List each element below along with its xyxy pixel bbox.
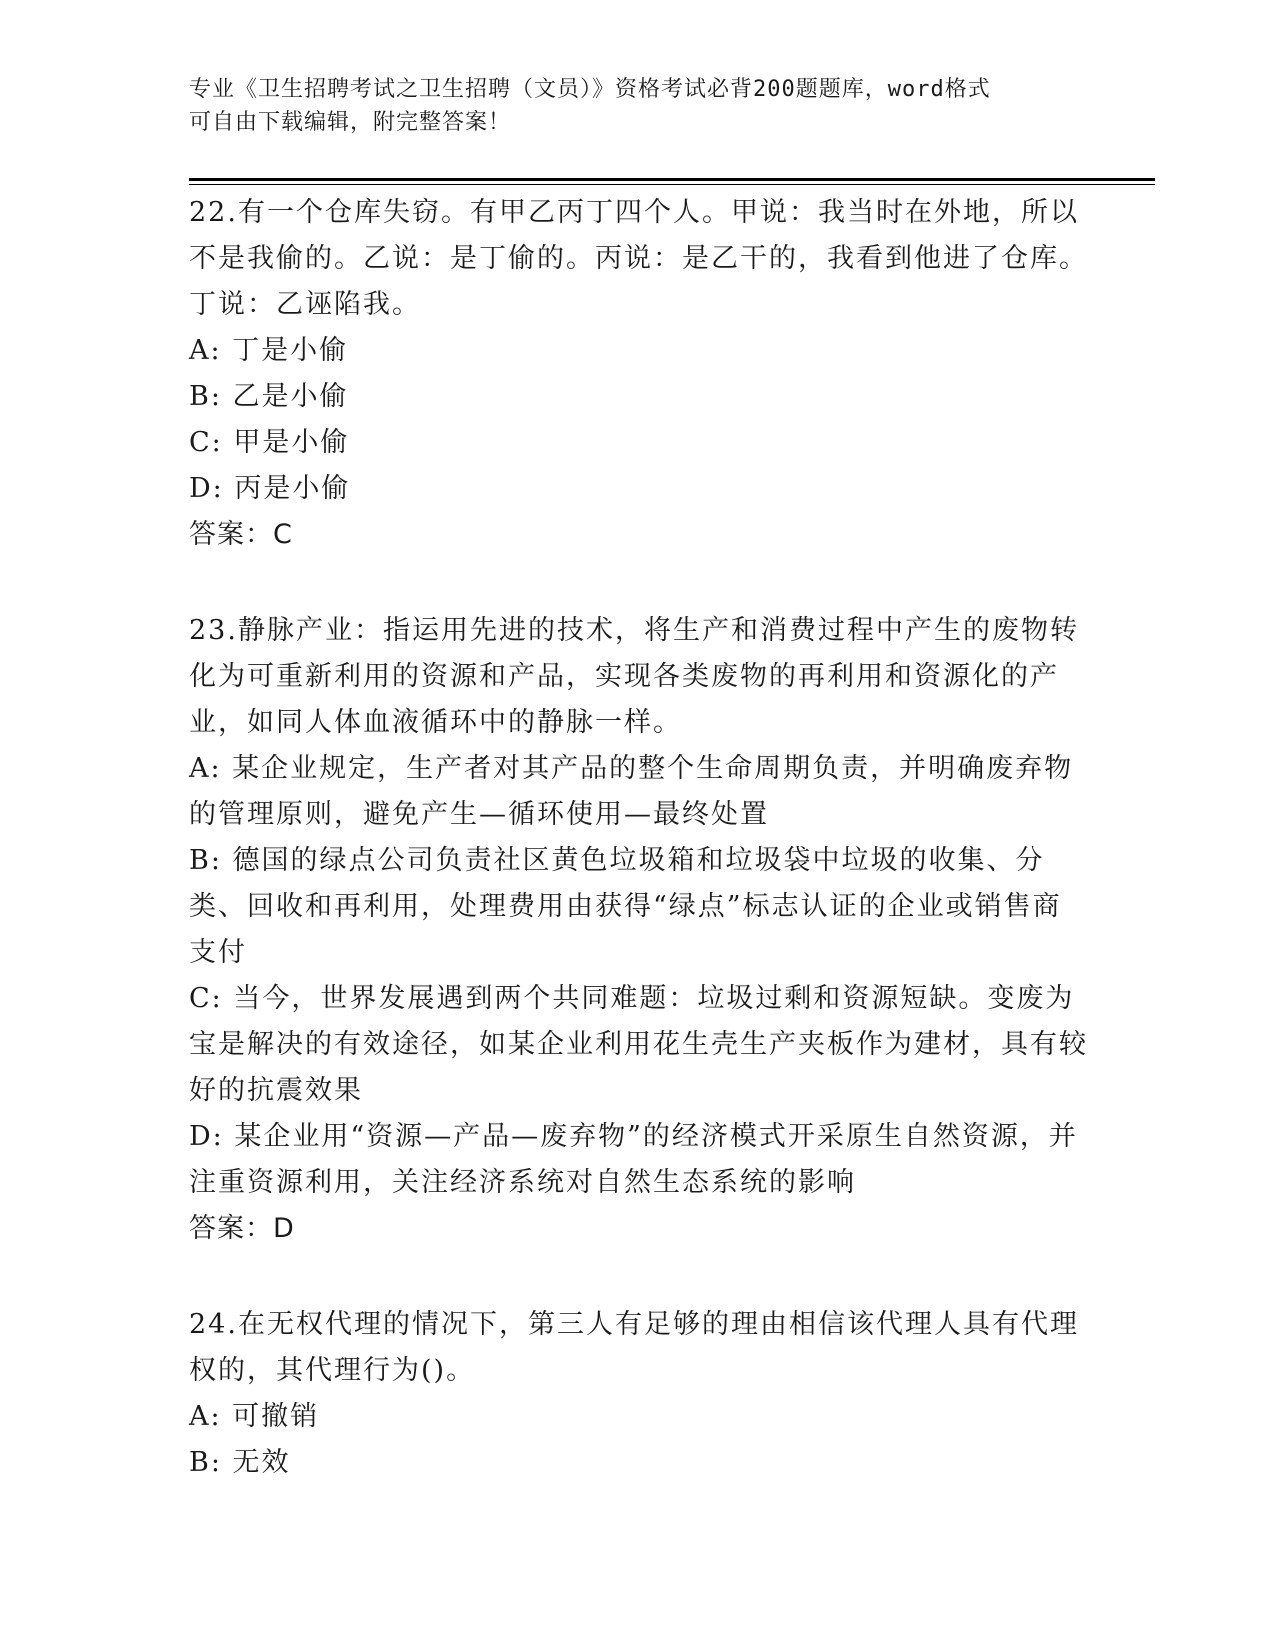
question-stem: 23.静脉产业：指运用先进的技术，将生产和消费过程中产生的废物转化为可重新利用的资源和产品，实现各类废物的再利用和资源化的产业，如同人体血液循环中的静脉一样。: [189, 615, 1079, 738]
option-d: D: 丙是小偷: [189, 473, 351, 504]
option-a: A: 某企业规定，生产者对其产品的整个生命周期负责，并明确废弃物的管理原则，避免产生—循环使用—最终处置: [189, 753, 1074, 830]
question-list: [189, 190, 1089, 1536]
option-b: B: 德国的绿点公司负责社区黄色垃圾箱和垃圾袋中垃圾的收集、分类、回收和再利用，处理费用由获得“绿点”标志认证的企业或销售商支付: [189, 845, 1062, 968]
question-stem: 22.有一个仓库失窃。有甲乙丙丁四个人。甲说：我当时在外地，所以不是我偷的。乙说：是丁偷的。丙说：是乙干的，我看到他进了仓库。丁说：乙诬陷我。: [189, 197, 1088, 320]
option-a: A: 可撤销: [189, 1401, 320, 1432]
option-b: B: 无效: [189, 1447, 291, 1478]
question-22: [189, 190, 1089, 558]
header-divider-thick: [189, 178, 1155, 181]
question-stem: 24.在无权代理的情况下，第三人有足够的理由相信该代理人具有代理权的，其代理行为()。: [189, 1309, 1079, 1386]
option-c: C: 甲是小偷: [189, 427, 350, 458]
option-d: D: 某企业用“资源—产品—废弃物”的经济模式开采原生自然资源，并注重资源利用，关注经济系统对自然生态系统的影响: [189, 1121, 1078, 1198]
option-c: C: 当今，世界发展遇到两个共同难题：垃圾过剩和资源短缺。变废为宝是解决的有效途径，如某企业利用花生壳生产夹板作为建材，具有较好的抗震效果: [189, 983, 1088, 1106]
answer-line: 答案：D: [189, 1213, 295, 1244]
header-divider-thin: [189, 184, 1155, 185]
question-24: [189, 1302, 1089, 1486]
header-title-line-2: 可自由下载编辑，附完整答案！: [189, 110, 512, 135]
option-a: A: 丁是小偷: [189, 335, 349, 366]
header-title-line-1: 专业《卫生招聘考试之卫生招聘（文员）》资格考试必背200题题库，word格式: [189, 77, 991, 102]
document-header: [189, 73, 1089, 139]
answer-line: 答案：C: [189, 519, 293, 550]
option-b: B: 乙是小偷: [189, 381, 349, 412]
question-23: [189, 608, 1089, 1252]
